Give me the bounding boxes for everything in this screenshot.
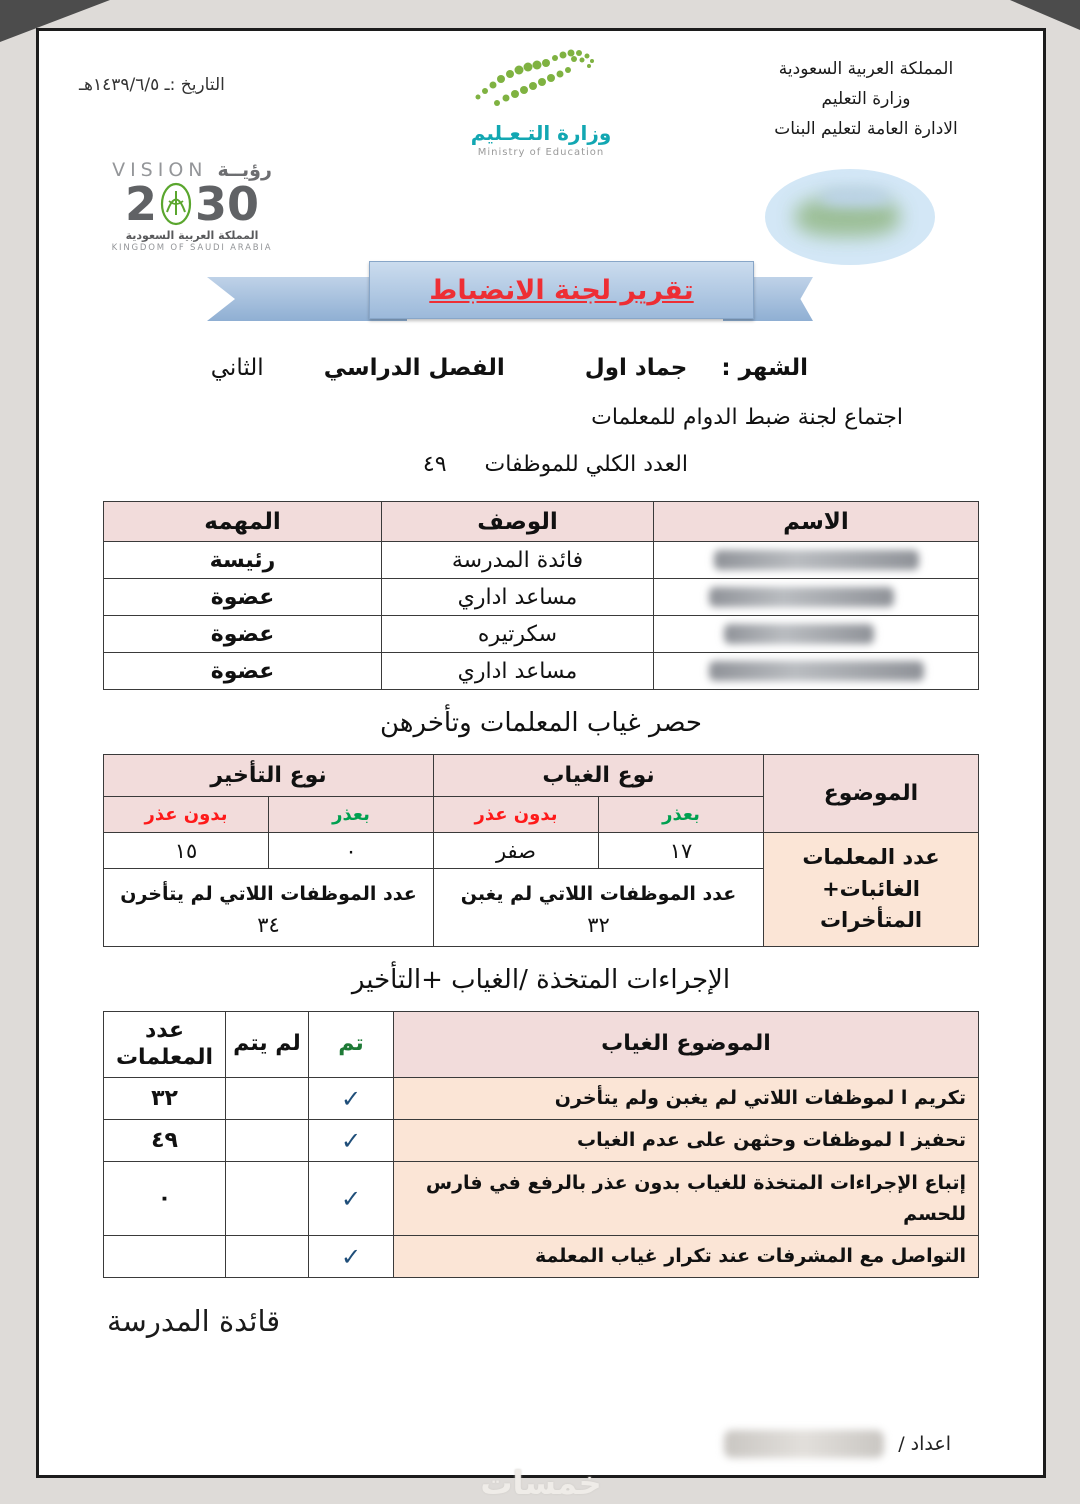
subject-cell: عدد المعلمات الغائبات+ المتأخرات	[764, 833, 979, 947]
action-count: ٤٩	[104, 1120, 226, 1162]
action-subject: إتباع الإجراءات المتخذة للغياب بدون عذر بالرفع في فارس للحسم	[394, 1162, 979, 1236]
action-not-done-cell	[226, 1078, 309, 1120]
vision-country-english: KINGDOM OF SAUDI ARABIA	[111, 243, 273, 253]
action-subject: التواصل مع المشرفات عند تكرار غياب المعلمة	[394, 1236, 979, 1278]
action-count: ٠	[104, 1162, 226, 1236]
member-name-redacted	[654, 616, 979, 653]
total-staff-value: ٤٩	[422, 452, 447, 477]
org-header	[731, 55, 1001, 144]
committee-members-table	[103, 501, 979, 690]
meeting-line: اجتماع لجنة ضبط الدوام للمعلمات	[591, 405, 903, 430]
member-duty: عضوة	[104, 579, 382, 616]
subheader-absence-without-excuse: بدون عذر	[434, 797, 599, 833]
action-not-done-cell	[226, 1120, 309, 1162]
vision-year-left: 2	[124, 177, 157, 231]
member-role: فائدة المدرسة	[382, 542, 654, 579]
actions-section-title: الإجراءات المتخذة /الغياب +التأخير	[351, 965, 731, 995]
table-row	[104, 1236, 979, 1278]
vision-2030-logo	[87, 159, 297, 253]
not-absent-value: ٣٢	[587, 912, 610, 937]
member-name-redacted	[654, 542, 979, 579]
org-line-ministry: وزارة التعليم	[821, 88, 911, 109]
saudi-emblem-icon	[159, 181, 193, 227]
absence-without-excuse-value: صفر	[434, 833, 599, 869]
vision-ar-text: رؤيــة	[217, 159, 272, 181]
month-line	[39, 355, 1043, 381]
principal-signature-label: قائدة المدرسة	[107, 1304, 281, 1338]
redaction-smudge	[714, 550, 919, 570]
delay-without-excuse-value: ١٥	[104, 833, 269, 869]
member-role: مساعد اداري	[382, 579, 654, 616]
document-header	[39, 31, 1043, 331]
subheader-delay-with-excuse: بعذر	[269, 797, 434, 833]
action-done-cell	[309, 1162, 394, 1236]
member-duty: رئيسة	[104, 542, 382, 579]
page-title: تقرير لجنة الانضباط	[429, 274, 694, 306]
total-staff-line	[39, 452, 1043, 477]
ministry-logo	[441, 45, 641, 158]
redaction-smudge	[724, 1430, 884, 1458]
action-subject: تحفيز ا لموظفات وحثهن على عدم الغياب	[394, 1120, 979, 1162]
ministry-logo-english-text: Ministry of Education	[477, 147, 605, 158]
watermark: خمسات	[480, 1464, 602, 1502]
col-header-absence-type: نوع الغياب	[434, 755, 764, 797]
checkmark-icon: ✓	[340, 1126, 362, 1155]
action-not-done-cell	[226, 1162, 309, 1236]
redaction-smudge	[724, 624, 874, 644]
col-header-done: تم	[309, 1012, 394, 1078]
table-row	[104, 1120, 979, 1162]
member-role: مساعد اداري	[382, 653, 654, 690]
vision-year-right: 30	[195, 177, 260, 231]
col-header-not-done: لم يتم	[226, 1012, 309, 1078]
action-done-cell	[309, 1120, 394, 1162]
redaction-smudge	[709, 587, 894, 607]
col-header-name: الاسم	[654, 502, 979, 542]
prepared-by-line	[39, 1430, 1043, 1458]
absence-delay-table	[103, 754, 979, 947]
stamp	[765, 169, 935, 265]
not-absent-footer	[434, 869, 764, 947]
member-duty: عضوة	[104, 653, 382, 690]
month-label: الشهر :	[721, 355, 808, 381]
subheader-absence-with-excuse: بعذر	[599, 797, 764, 833]
absence-section-title: حصر غياب المعلمات وتأخرهن	[380, 708, 702, 738]
total-staff-label: العدد الكلي للموظفات	[484, 452, 688, 477]
prepared-by-label: اعداد /	[898, 1433, 951, 1455]
col-header-subject: الموضوع	[764, 755, 979, 833]
action-done-cell	[309, 1236, 394, 1278]
vision-en-text: VISION	[112, 159, 208, 181]
action-count: ٣٢	[104, 1078, 226, 1120]
table-row	[104, 542, 979, 579]
semester-label: الفصل الدراسي	[323, 355, 505, 381]
title-banner	[39, 257, 1043, 329]
ribbon-main	[369, 261, 754, 319]
action-done-cell	[309, 1078, 394, 1120]
not-absent-label: عدد الموظفات اللاتي لم يغبن	[460, 882, 737, 905]
ministry-logo-icon	[461, 45, 621, 121]
document-page	[36, 28, 1046, 1502]
action-count	[104, 1236, 226, 1278]
absence-with-excuse-value: ١٧	[599, 833, 764, 869]
table-row	[104, 1078, 979, 1120]
checkmark-icon: ✓	[340, 1242, 362, 1271]
action-not-done-cell	[226, 1236, 309, 1278]
col-header-action-subject: الموضوع الغياب	[394, 1012, 979, 1078]
actions-table	[103, 1011, 979, 1278]
member-duty: عضوة	[104, 616, 382, 653]
col-header-delay-type: نوع التأخير	[104, 755, 434, 797]
delay-with-excuse-value: ٠	[269, 833, 434, 869]
photo-corner-shadow	[1010, 0, 1080, 30]
stamp-blur	[820, 187, 890, 207]
col-header-duty: المهمه	[104, 502, 382, 542]
date-field: التاريخ :ـ ١٤٣٩/٦/٥هـ	[79, 75, 225, 95]
ministry-logo-arabic-text: وزارة التـعـليم	[470, 121, 612, 145]
checkmark-icon: ✓	[340, 1184, 362, 1213]
member-name-redacted	[654, 579, 979, 616]
org-line-administration: الادارة العامة لتعليم البنات	[774, 118, 958, 139]
org-line-country: المملكة العربية السعودية	[778, 59, 954, 79]
subheader-delay-without-excuse: بدون عذر	[104, 797, 269, 833]
table-row	[104, 653, 979, 690]
vision-country-arabic: المملكة العربية السعودية	[125, 229, 259, 242]
col-header-role: الوصف	[382, 502, 654, 542]
member-name-redacted	[654, 653, 979, 690]
member-role: سكرتيره	[382, 616, 654, 653]
col-header-teacher-count: عدد المعلمات	[104, 1012, 226, 1078]
checkmark-icon: ✓	[340, 1084, 362, 1113]
not-late-footer	[104, 869, 434, 947]
redaction-smudge	[709, 661, 924, 681]
action-subject: تكريم ا لموظفات اللاتي لم يغبن ولم يتأخرن	[394, 1078, 979, 1120]
not-late-value: ٣٤	[257, 912, 280, 937]
table-row	[104, 579, 979, 616]
not-late-label: عدد الموظفات اللاتي لم يتأخرن	[120, 882, 417, 905]
table-row	[104, 1162, 979, 1236]
table-row	[104, 616, 979, 653]
month-value: جماد اول	[584, 355, 688, 381]
semester-value: الثاني	[210, 355, 264, 381]
